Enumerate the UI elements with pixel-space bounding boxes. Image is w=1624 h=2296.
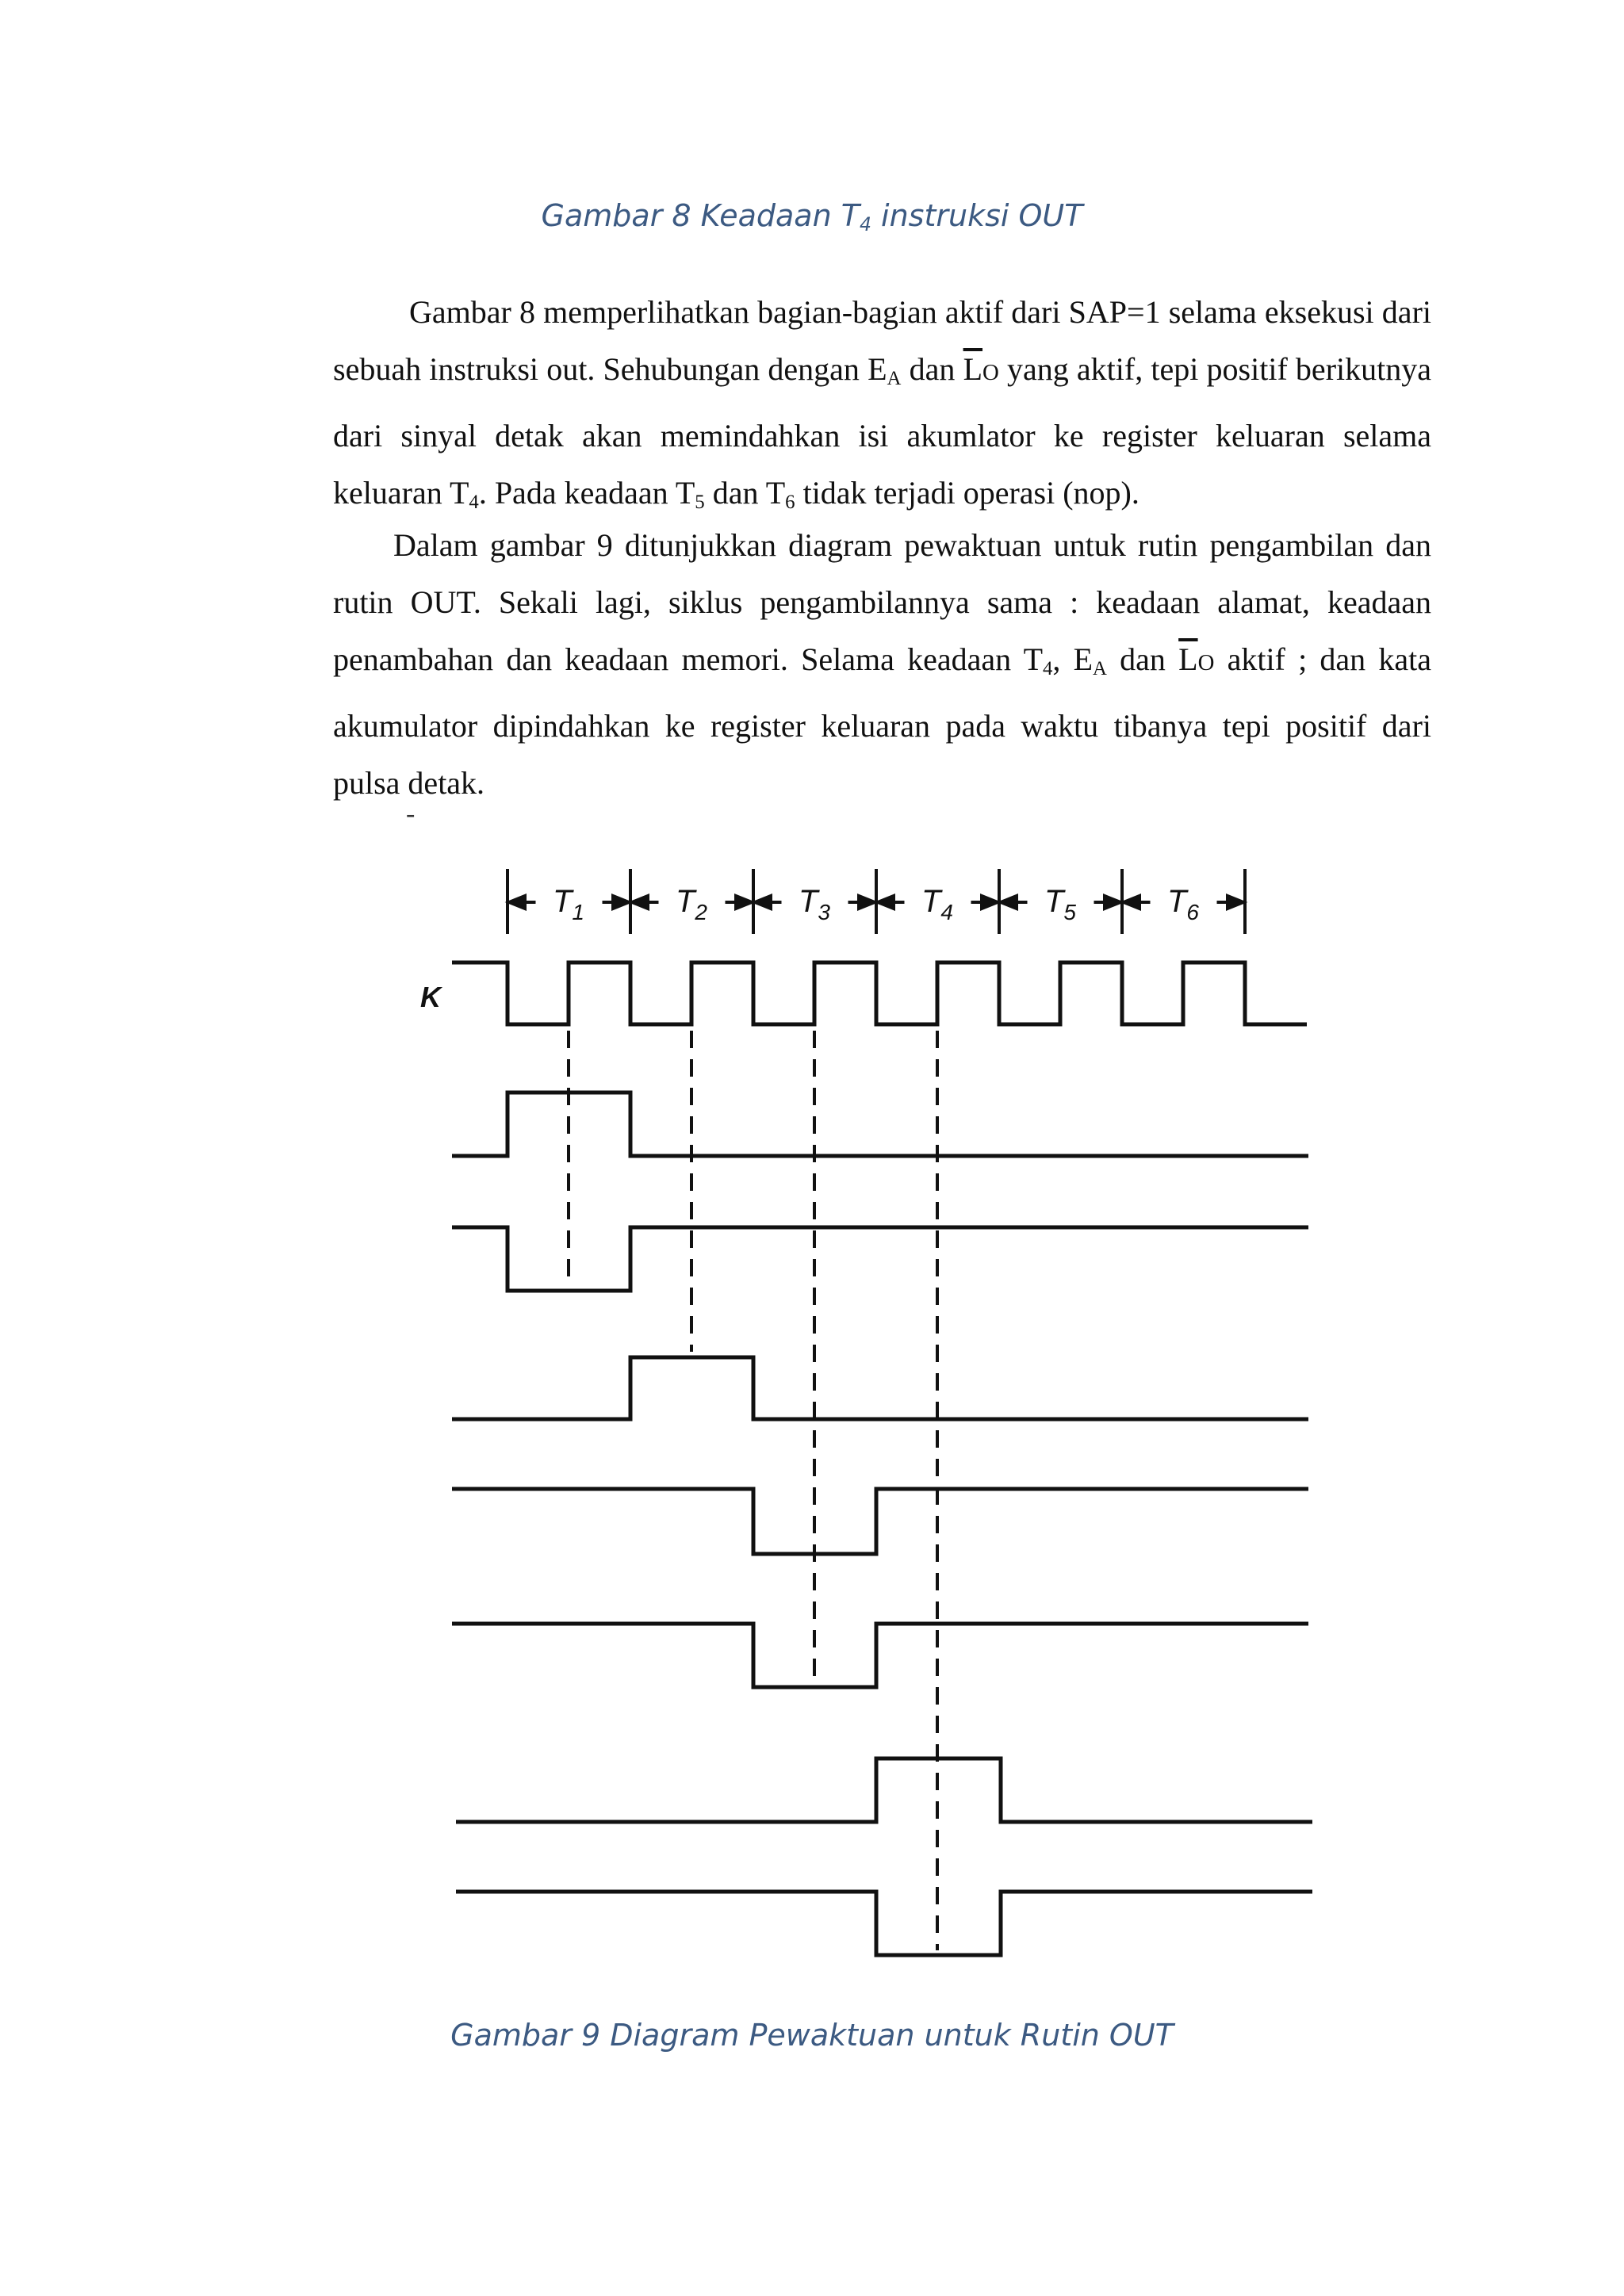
stray-mark: - xyxy=(406,799,416,828)
figure-8-caption: Gambar 8 Keadaan $T_4$ instruksi OUT xyxy=(541,198,1083,235)
arrow-head xyxy=(982,896,998,909)
arrow-head xyxy=(613,896,629,909)
state-label-t3: $T_3$ xyxy=(798,884,831,924)
signal-line-3 xyxy=(452,1357,1308,1419)
figure-9-caption: Gambar 9 Diagram Pewaktuan untuk Rutin OUT xyxy=(450,2018,1174,2053)
state-label-t4: $T_4$ xyxy=(921,884,954,924)
arrow-head xyxy=(1228,896,1243,909)
arrow-head xyxy=(736,896,752,909)
clock-waveform xyxy=(452,962,1307,1024)
state-label-t6: $T_6$ xyxy=(1166,884,1200,924)
signal-line-2 xyxy=(452,1227,1308,1291)
paragraph-1: Gambar 8 memperlihatkan bagian-bagian aktif dari SAP=1 selama eksekusi dari sebuah instruksi out. Sehubungan dengan $E_A$ dan $\overline{L}O$ yang aktif, tepi positif berikutnya dari sinyal detak akan memindahkan isi akumlator ke register keluaran selama keluaran $T_4$. Pada keadaan $T_5$ dan $T_6$ tidak terjadi operasi (nop). xyxy=(333,294,1431,514)
signal-line-4 xyxy=(452,1489,1308,1554)
signal-line-6 xyxy=(456,1758,1312,1822)
signal-line-7 xyxy=(456,1892,1312,1955)
arrow-head xyxy=(1001,896,1017,909)
arrow-head xyxy=(509,896,525,909)
arrow-head xyxy=(1105,896,1120,909)
paragraph-2: Dalam gambar 9 ditunjukkan diagram pewaktuan untuk rutin pengambilan dan rutin OUT. Sekali lagi, siklus pengambilannya sama : keadaan alamat, keadaan penambahan dan keadaan memori. Selama keadaan $T_4$, $E_A$ dan $\overline{L}O$ aktif ; dan kata akumulator dipindahkan ke register keluaran pada waktu tibanya tepi positif dari pulsa detak. xyxy=(333,527,1431,802)
signal-line-1 xyxy=(452,1093,1308,1156)
state-label-t2: $T_2$ xyxy=(675,884,708,924)
state-label-t5: $T_5$ xyxy=(1044,884,1077,924)
arrow-head xyxy=(755,896,771,909)
state-label-t1: $T_1$ xyxy=(552,884,585,924)
arrow-head xyxy=(632,896,648,909)
arrow-head xyxy=(859,896,875,909)
clock-label: K xyxy=(420,981,441,1013)
arrow-head xyxy=(1124,896,1139,909)
arrow-head xyxy=(878,896,894,909)
timing-diagram xyxy=(0,840,1624,1974)
signal-line-5 xyxy=(452,1624,1308,1687)
